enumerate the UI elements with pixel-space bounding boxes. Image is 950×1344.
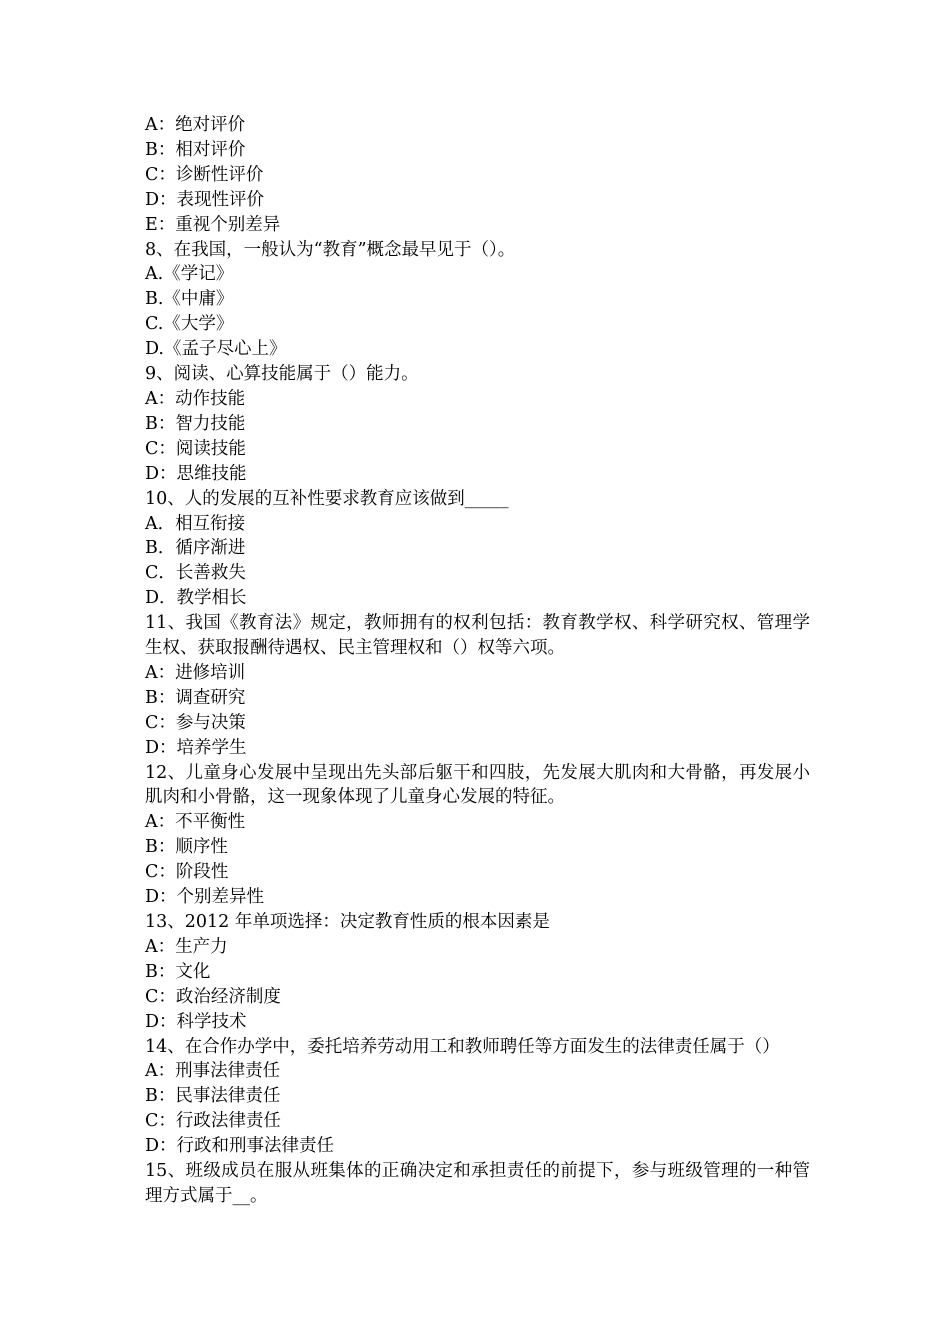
option-line: D：思维技能 [145,463,247,484]
question-12: 12、儿童身心发展中呈现出先头部后躯干和四肢，先发展大肌肉和大骨骼，再发展小肌肉和小骨骼，这一现象体现了儿童身心发展的特征。 [145,762,810,808]
option-line: B：相对评价 [145,139,246,160]
option-line: E：重视个别差异 [145,214,281,235]
question-8: 8、在我国，一般认为“教育”概念最早见于（）。 [145,239,516,260]
option-line: D.《孟子尽心上》 [145,339,287,360]
option-line: C：阶段性 [145,862,229,883]
option-line: C．长善救失 [145,563,246,584]
question-14: 14、在合作办学中，委托培养劳动用工和教师聘任等方面发生的法律责任属于（） [145,1036,780,1057]
document-page [145,113,810,1209]
option-line: B：调查研究 [145,687,246,708]
option-line: D：行政和刑事法律责任 [145,1136,335,1157]
option-line: C：参与决策 [145,712,246,733]
option-line: D：培养学生 [145,737,247,758]
question-9: 9、阅读、心算技能属于（）能力。 [145,364,419,385]
option-line: A．相互衔接 [145,513,246,534]
option-line: D：个别差异性 [145,887,265,908]
option-line: C：政治经济制度 [145,986,281,1007]
option-line: C：行政法律责任 [145,1111,281,1132]
option-line: C：诊断性评价 [145,164,264,185]
option-line: A：生产力 [145,936,228,957]
option-line: D：科学技术 [145,1011,247,1032]
question-11: 11、我国《教育法》规定，教师拥有的权利包括：教育教学权、科学研究权、管理学生权、获取报酬待遇权、民主管理权和（）权等六项。 [145,613,810,659]
option-line: A：绝对评价 [145,115,246,135]
option-line: D．教学相长 [145,588,247,609]
option-line: C.《大学》 [145,314,234,335]
option-line: A.《学记》 [145,264,234,285]
option-line: A：进修培训 [145,662,246,683]
option-line: B：民事法律责任 [145,1086,281,1107]
question-15: 15、班级成员在服从班集体的正确决定和承担责任的前提下，参与班级管理的一种管理方式属于__。 [145,1161,810,1206]
option-line: B：文化 [145,961,211,982]
option-line: B：顺序性 [145,837,228,858]
option-line: B：智力技能 [145,413,246,434]
option-line: C：阅读技能 [145,438,246,459]
option-line: B.《中庸》 [145,289,234,310]
question-10: 10、人的发展的互补性要求教育应该做到_____ [145,488,509,509]
option-line: B．循序渐进 [145,538,246,559]
option-line: A：不平衡性 [145,812,246,833]
option-line: A：刑事法律责任 [145,1061,281,1082]
question-13: 13、2012 年单项选择：决定教育性质的根本因素是 [145,912,550,932]
option-line: A：动作技能 [145,388,246,409]
option-line: D：表现性评价 [145,189,265,210]
